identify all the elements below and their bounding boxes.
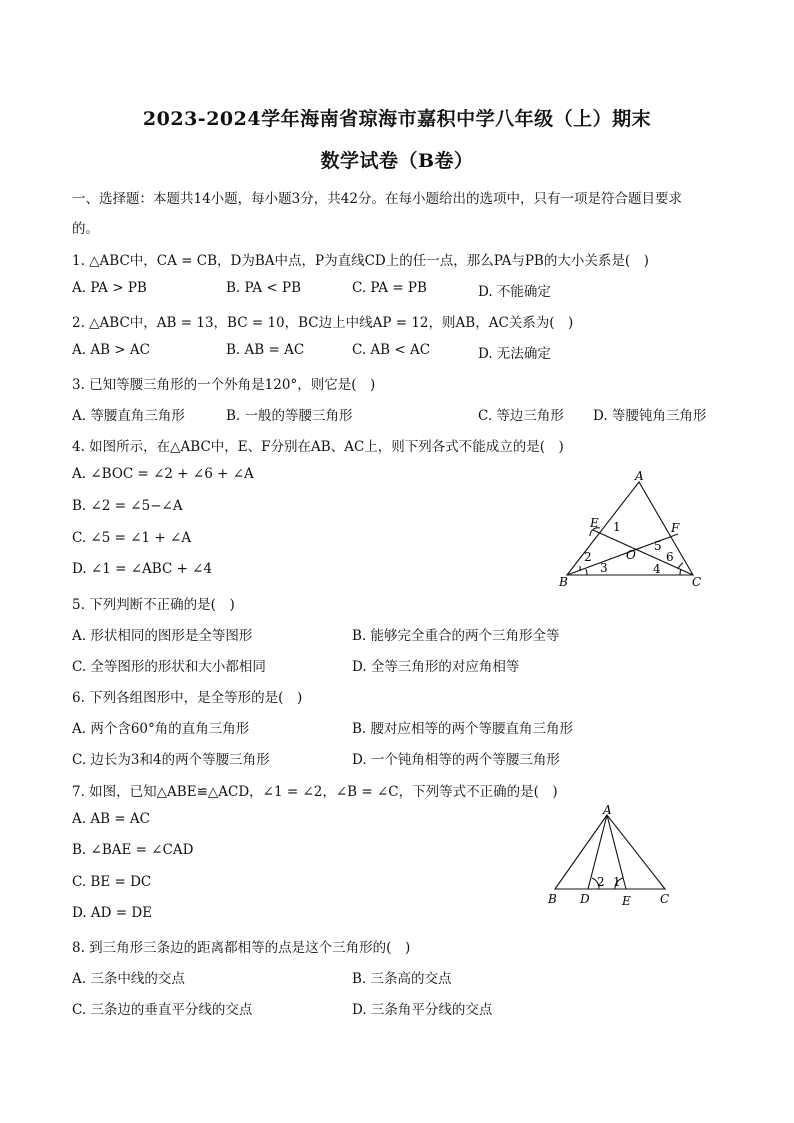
question-4-stem: 4. 如图所示，在△ABC中，E、F分别在AB、AC上，则下列各式不能成立的是( ) (72, 439, 564, 455)
vertex-label-f: F (671, 521, 680, 535)
question-1-option-b: B. PA < PB (226, 280, 301, 296)
vertex-label-a: A (635, 470, 644, 483)
question-5-option-b: B. 能够完全重合的两个三角形全等 (352, 628, 560, 644)
question-5-stem: 5. 下列判断不正确的是( ) (72, 597, 235, 613)
angle-label-2: 2 (597, 875, 605, 889)
question-2-option-d: D. 无法确定 (478, 346, 551, 362)
question-7-stem: 7. 如图，已知△ABE≌△ACD，∠1 = ∠2，∠B = ∠C，下列等式不正确的是( ) (72, 784, 558, 800)
angle-label-1: 1 (613, 520, 621, 534)
question-8-stem: 8. 到三角形三条边的距离都相等的点是这个三角形的( ) (72, 940, 411, 956)
vertex-label-e: E (622, 894, 631, 908)
triangle-figure-q4 (550, 470, 710, 595)
question-6-option-b: B. 腰对应相等的两个等腰直角三角形 (352, 721, 574, 737)
question-3-option-d: D. 等腰钝角三角形 (593, 408, 707, 424)
angle-label-3: 3 (600, 561, 608, 575)
question-2-option-a: A. AB > AC (72, 342, 150, 358)
question-2-option-c: C. AB < AC (352, 342, 431, 358)
question-5-option-d: D. 全等三角形的对应角相等 (352, 659, 520, 675)
question-2-option-b: B. AB = AC (226, 342, 305, 358)
question-7-option-d: D. AD = DE (72, 905, 153, 921)
exam-title-line2: 数学试卷（B卷） (320, 150, 474, 172)
angle-label-6: 6 (666, 550, 674, 564)
vertex-label-c: C (660, 892, 670, 906)
angle-arc-6 (678, 563, 683, 569)
angle-label-1: 1 (613, 875, 621, 889)
question-5-option-c: C. 全等图形的形状和大小都相同 (72, 659, 266, 675)
exam-title-line1: 2023-2024学年海南省琼海市嘉积中学八年级（上）期末 (142, 108, 652, 130)
vertex-label-b: B (548, 892, 557, 906)
question-3-option-a: A. 等腰直角三角形 (72, 408, 185, 424)
question-4-option-b: B. ∠2 = ∠5−∠A (72, 498, 183, 514)
question-8-option-c: C. 三条边的垂直平分线的交点 (72, 1002, 253, 1018)
question-3-option-b: B. 一般的等腰三角形 (226, 408, 353, 424)
section-instructions: 一、选择题：本题共14小题，每小题3分，共42分。在每小题给出的选项中，只有一项是符合题目要求 (72, 191, 682, 207)
question-6-option-c: C. 边长为3和4的两个等腰三角形 (72, 752, 270, 768)
section-instructions-cont: 的。 (72, 221, 99, 237)
vertex-label-d: D (580, 892, 590, 906)
question-4-option-c: C. ∠5 = ∠1 + ∠A (72, 530, 192, 546)
vertex-label-b: B (559, 575, 568, 589)
question-7-option-b: B. ∠BAE = ∠CAD (72, 842, 194, 858)
angle-label-2: 2 (584, 550, 592, 564)
question-1-option-a: A. PA > PB (72, 280, 147, 296)
vertex-label-e: E (590, 516, 599, 530)
question-4-option-d: D. ∠1 = ∠ABC + ∠4 (72, 561, 213, 577)
question-4-option-a: A. ∠BOC = ∠2 + ∠6 + ∠A (72, 466, 254, 482)
question-6-option-d: D. 一个钝角相等的两个等腰三角形 (352, 752, 560, 768)
vertex-label-o: O (626, 548, 636, 562)
question-1-option-c: C. PA = PB (352, 280, 427, 296)
question-8-option-b: B. 三条高的交点 (352, 971, 452, 987)
question-1-stem: 1. △ABC中，CA = CB，D为BA中点，P为直线CD上的任一点，那么PA与PB的大小关系是( ) (72, 253, 649, 269)
question-5-option-a: A. 形状相同的图形是全等图形 (72, 628, 253, 644)
question-3-stem: 3. 已知等腰三角形的一个外角是120°，则它是( ) (72, 377, 376, 393)
angle-label-4: 4 (653, 562, 661, 576)
angle-arc-4 (680, 569, 681, 575)
angle-label-5: 5 (654, 539, 662, 553)
triangle-figure-q7 (540, 805, 690, 910)
question-2-stem: 2. △ABC中，AB = 13，BC = 10，BC边上中线AP = 12，则AB，AC关系为( ) (72, 315, 574, 331)
question-8-option-d: D. 三条角平分线的交点 (352, 1002, 493, 1018)
question-6-option-a: A. 两个含60°角的直角三角形 (72, 721, 250, 737)
question-6-stem: 6. 下列各组图形中，是全等形的是( ) (72, 690, 303, 706)
question-1-option-d: D. 不能确定 (478, 284, 551, 300)
question-8-option-a: A. 三条中线的交点 (72, 971, 185, 987)
angle-arc-3 (586, 569, 587, 575)
question-7-option-c: C. BE = DC (72, 874, 152, 890)
vertex-label-a: A (603, 805, 612, 817)
vertex-label-c: C (692, 575, 702, 589)
question-7-option-a: A. AB = AC (72, 811, 150, 827)
question-3-option-c: C. 等边三角形 (478, 408, 564, 424)
